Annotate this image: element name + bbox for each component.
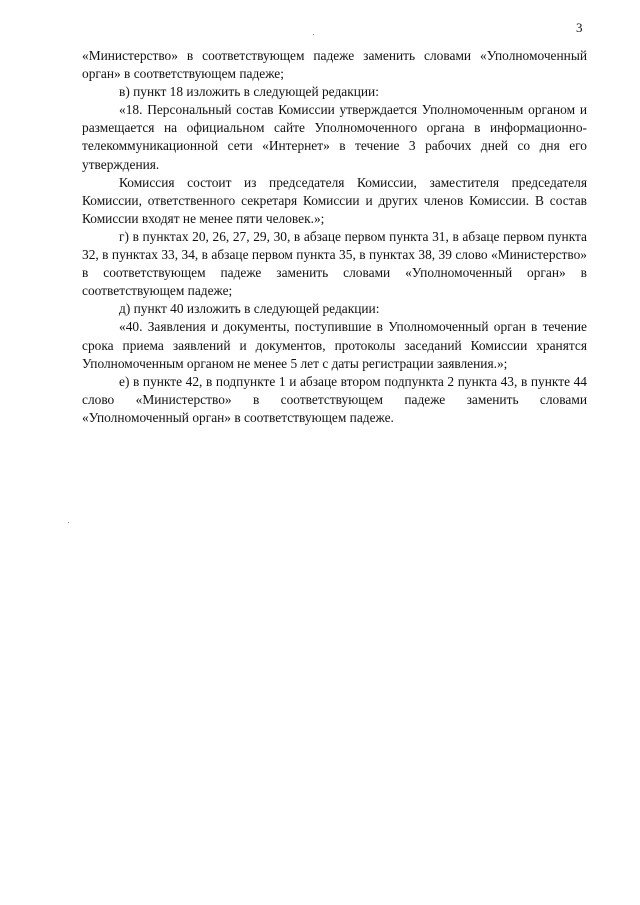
paragraph-item-g: г) в пунктах 20, 26, 27, 29, 30, в абзаце первом пункта 31, в абзаце первом пункта 32, в пунктах 33, 34, в абзаце первом пункта 35, в пунктах 38, 39 слово «Министерство» в соответствующем падеже заменить словами «Уполномоченный орган» в соответствующем падеже; [82,228,587,299]
scan-speck [313,34,314,35]
paragraph-item-d: д) пункт 40 изложить в следующей редакции: [119,301,380,317]
paragraph-commission-composition: Комиссия состоит из председателя Комиссии, заместителя председателя Комиссии, ответственного секретаря Комиссии и других членов Комиссии. В состав Комиссии входят не менее пяти человек.»; [82,174,587,226]
paragraph-quote-40: «40. Заявления и документы, поступившие в Уполномоченный орган в течение срока приема заявлений и документов, протоколы заседаний Комиссии хранятся Уполномоченным органом не менее 5 лет с даты регистрации заявления.»; [82,319,587,371]
paragraph-item-v: в) пункт 18 изложить в следующей редакции: [119,84,379,100]
scan-speck [68,522,69,523]
paragraph-item-e: е) в пункте 42, в подпункте 1 и абзаце втором подпункта 2 пункта 43, в пункте 44 слово «Министерство» в соответствующем падеже заменить словами «Уполномоченный орган» в соответствующем падеже. [82,373,587,425]
page-number: 3 [576,20,583,35]
paragraph-continuation: «Министерство» в соответствующем падеже заменить словами «Уполномоченный орган» в соответствующем падеже; [82,48,587,82]
document-body [82,47,587,427]
paragraph-quote-18: «18. Персональный состав Комиссии утверждается Уполномоченным органом и размещается на официальном сайте Уполномоченного органа в информационно-телекоммуникационной сети «Интернет» в течение 3 рабочих дней со дня его утверждения. [82,102,587,172]
